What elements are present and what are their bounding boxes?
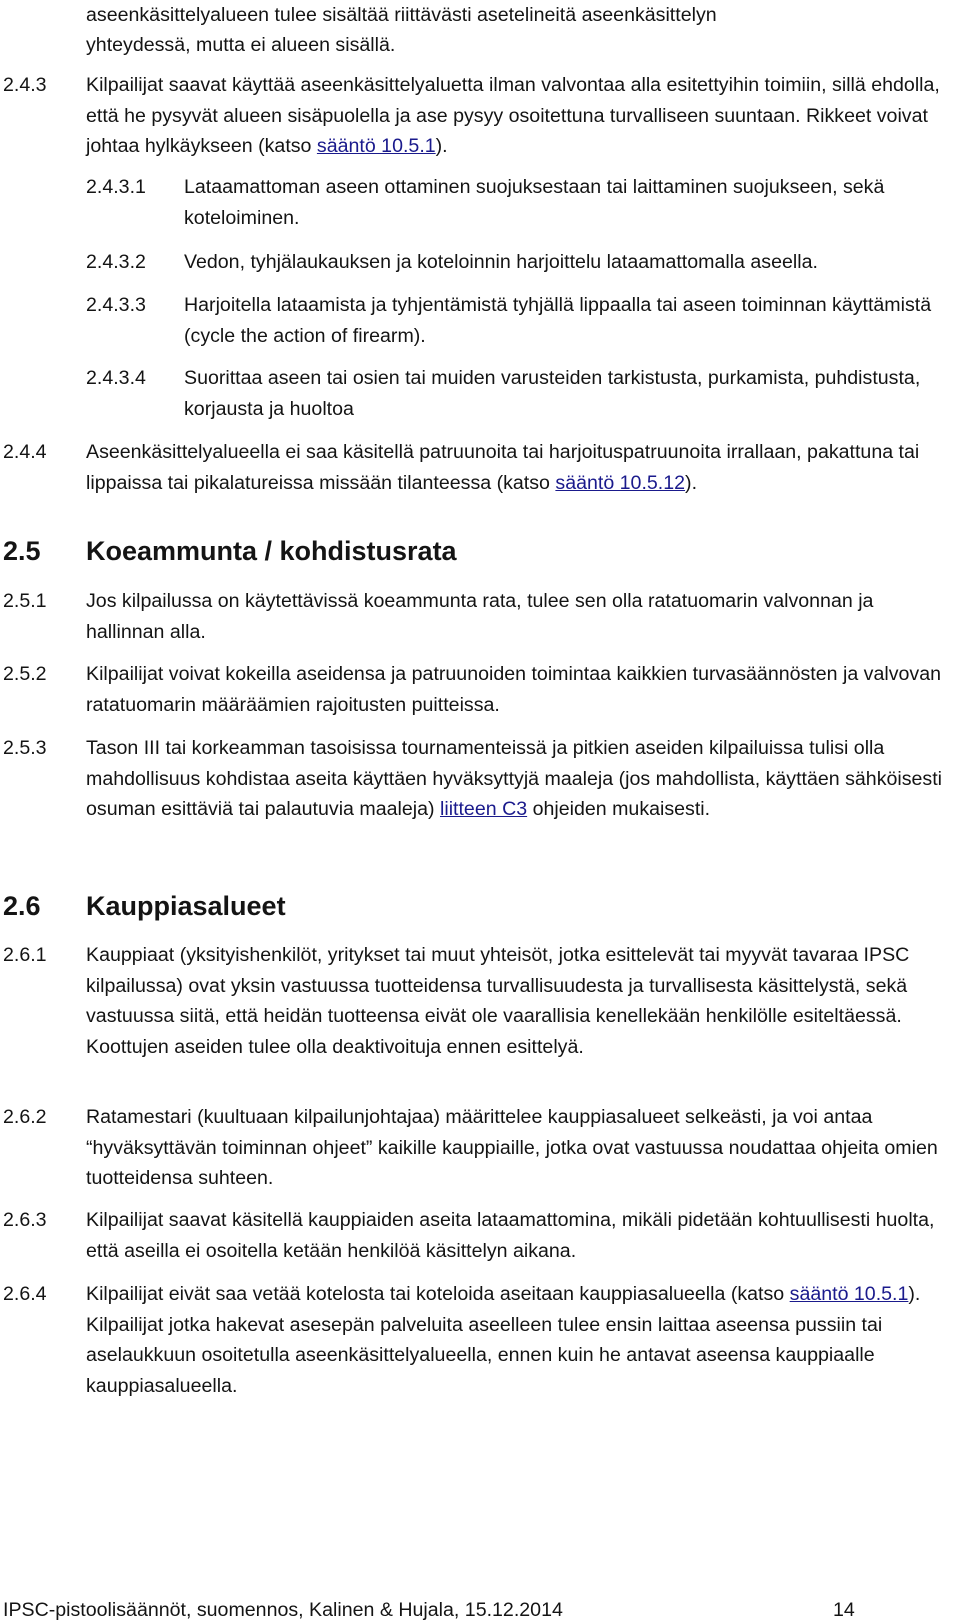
rule-text-part: ohjeiden mukaisesti. [527, 798, 711, 820]
rule-number: 2.4.3 [3, 74, 47, 96]
section-number: 2.5 [3, 536, 41, 566]
rule-text: Vedon, tyhjälaukauksen ja koteloinnin harjoittelu lataamattomalla aseella. [184, 251, 818, 273]
section-number: 2.6 [3, 891, 41, 921]
rule-number: 2.6.2 [3, 1106, 47, 1128]
rule-number: 2.4.3.3 [86, 294, 146, 316]
page-number: 14 [833, 1599, 855, 1621]
rule-text: Jos kilpailussa on käytettävissä koeammunta rata, tulee sen olla ratatuomarin valvonnan ja hallinnan alla. [86, 590, 874, 643]
rule-text-part: ). [435, 135, 448, 157]
rule-number: 2.6.4 [3, 1283, 47, 1305]
rule-number: 2.4.4 [3, 441, 47, 463]
rule-text-part: Kilpailijat saavat käyttää aseenkäsittelyaluetta ilman valvontaa alla esitettyihin toimiin, sillä ehdolla, että he pysyvät alueen sisäpuolella ja ase pysyy osoitettuna turvalliseen suuntaan. Rikkeet voivat johtaa hylkäykseen (katso [86, 74, 940, 157]
intro-line-2: yhteydessä, mutta ei alueen sisällä. [86, 34, 396, 56]
rule-text [86, 733, 948, 825]
rule-number: 2.5.2 [3, 663, 47, 685]
rule-link-10-5-12[interactable]: sääntö 10.5.12 [555, 471, 686, 494]
footer-text: IPSC-pistoolisäännöt, suomennos, Kalinen & Hujala, 15.12.2014 [3, 1599, 563, 1621]
rule-number: 2.5.3 [3, 737, 47, 759]
rule-number: 2.4.3.2 [86, 251, 146, 273]
rule-text-part: ). [685, 471, 698, 494]
rule-link-10-5-1[interactable]: sääntö 10.5.1 [789, 1283, 909, 1305]
rule-text: Ratamestari (kuultuaan kilpailunjohtajaa) määrittelee kauppiasalueet selkeästi, ja voi antaa “hyväksyttävän toiminnan ohjeet” kaikille kauppiaille, jotka ovat vastuussa noudattaa ohjeita omien tuotteidensa suhteen. [86, 1106, 938, 1189]
rule-text: Lataamattoman aseen ottaminen suojuksestaan tai laittaminen suojukseen, sekä koteloiminen. [184, 176, 885, 229]
rule-number: 2.5.1 [3, 590, 47, 612]
rule-text [86, 1279, 948, 1401]
rule-text: Kilpailijat saavat käsitellä kauppiaiden aseita lataamattomina, mikäli pidetään kohtuullisesti huolta, että aseilla ei osoitella ketään henkilöä käsittelyn aikana. [86, 1209, 935, 1262]
rule-number: 2.6.1 [3, 944, 47, 966]
rule-text-part: Kilpailijat eivät saa vetää kotelosta tai koteloida aseitaan kauppiasalueella (katso [86, 1283, 790, 1305]
rule-text [86, 70, 948, 162]
rule-text: Kauppiaat (yksityishenkilöt, yritykset tai muut yhteisöt, jotka esittelevät tai myyvät tavaraa IPSC kilpailussa) ovat yksin vastuussa tuotteidensa turvallisuudesta ja turvallisesta käsittelystä, sekä vastuussa siitä, että heidän tuotteensa eivät ole vaarallisia kenellekään henkilölle esiteltäessä. Koottujen aseiden tulee olla deaktivoituja ennen esittelyä. [86, 944, 910, 1058]
rule-text: Harjoitella lataamista ja tyhjentämistä tyhjällä lippaalla tai aseen toiminnan käyttämistä (cycle the action of firearm). [184, 294, 932, 347]
rule-text-part: Tason III tai korkeamman tasoisissa tournamenteissä ja pitkien aseiden kilpailuissa tulisi olla mahdollisuus kohdistaa aseita käyttäen hyväksyttyjä maaleja (jos mahdollista, käyttäen sähköisesti osuman esittäviä tai palautuvia maaleja) [86, 737, 943, 820]
appendix-link-c3[interactable]: liitteen C3 [439, 798, 528, 820]
rule-text-part: ). Kilpailijat jotka hakevat asesepän palveluita aseelleen tulee ensin laittaa aseensa pussiin tai aselaukkuun osoitetulla aseenkäsittelyalueella, ennen kuin he antavat aseensa kauppiaalle kauppiasalueella. [86, 1283, 921, 1397]
rule-link-10-5-1[interactable]: sääntö 10.5.1 [316, 135, 436, 157]
section-title: Kauppiasalueet [86, 891, 286, 921]
rule-text [86, 437, 948, 498]
intro-line-1: aseenkäsittelyalueen tulee sisältää riittävästi asetelineitä aseenkäsittelyn [86, 4, 717, 26]
rule-text: Kilpailijat voivat kokeilla aseidensa ja patruunoiden toimintaa kaikkien turvasäännösten ja valvovan ratatuomarin määräämien rajoitusten puitteissa. [86, 663, 942, 716]
rule-text: Suorittaa aseen tai osien tai muiden varusteiden tarkistusta, purkamista, puhdistusta, korjausta ja huoltoa [184, 367, 921, 420]
rule-text-part: Aseenkäsittelyalueella ei saa käsitellä patruunoita tai harjoituspatruunoita irrallaan, pakattuna tai lippaissa tai pikalatureissa missään tilanteessa (katso [86, 441, 920, 494]
section-title: Koeammunta / kohdistusrata [86, 536, 457, 566]
rule-number: 2.4.3.4 [86, 367, 146, 389]
rule-number: 2.4.3.1 [86, 176, 146, 198]
rule-number: 2.6.3 [3, 1209, 47, 1231]
